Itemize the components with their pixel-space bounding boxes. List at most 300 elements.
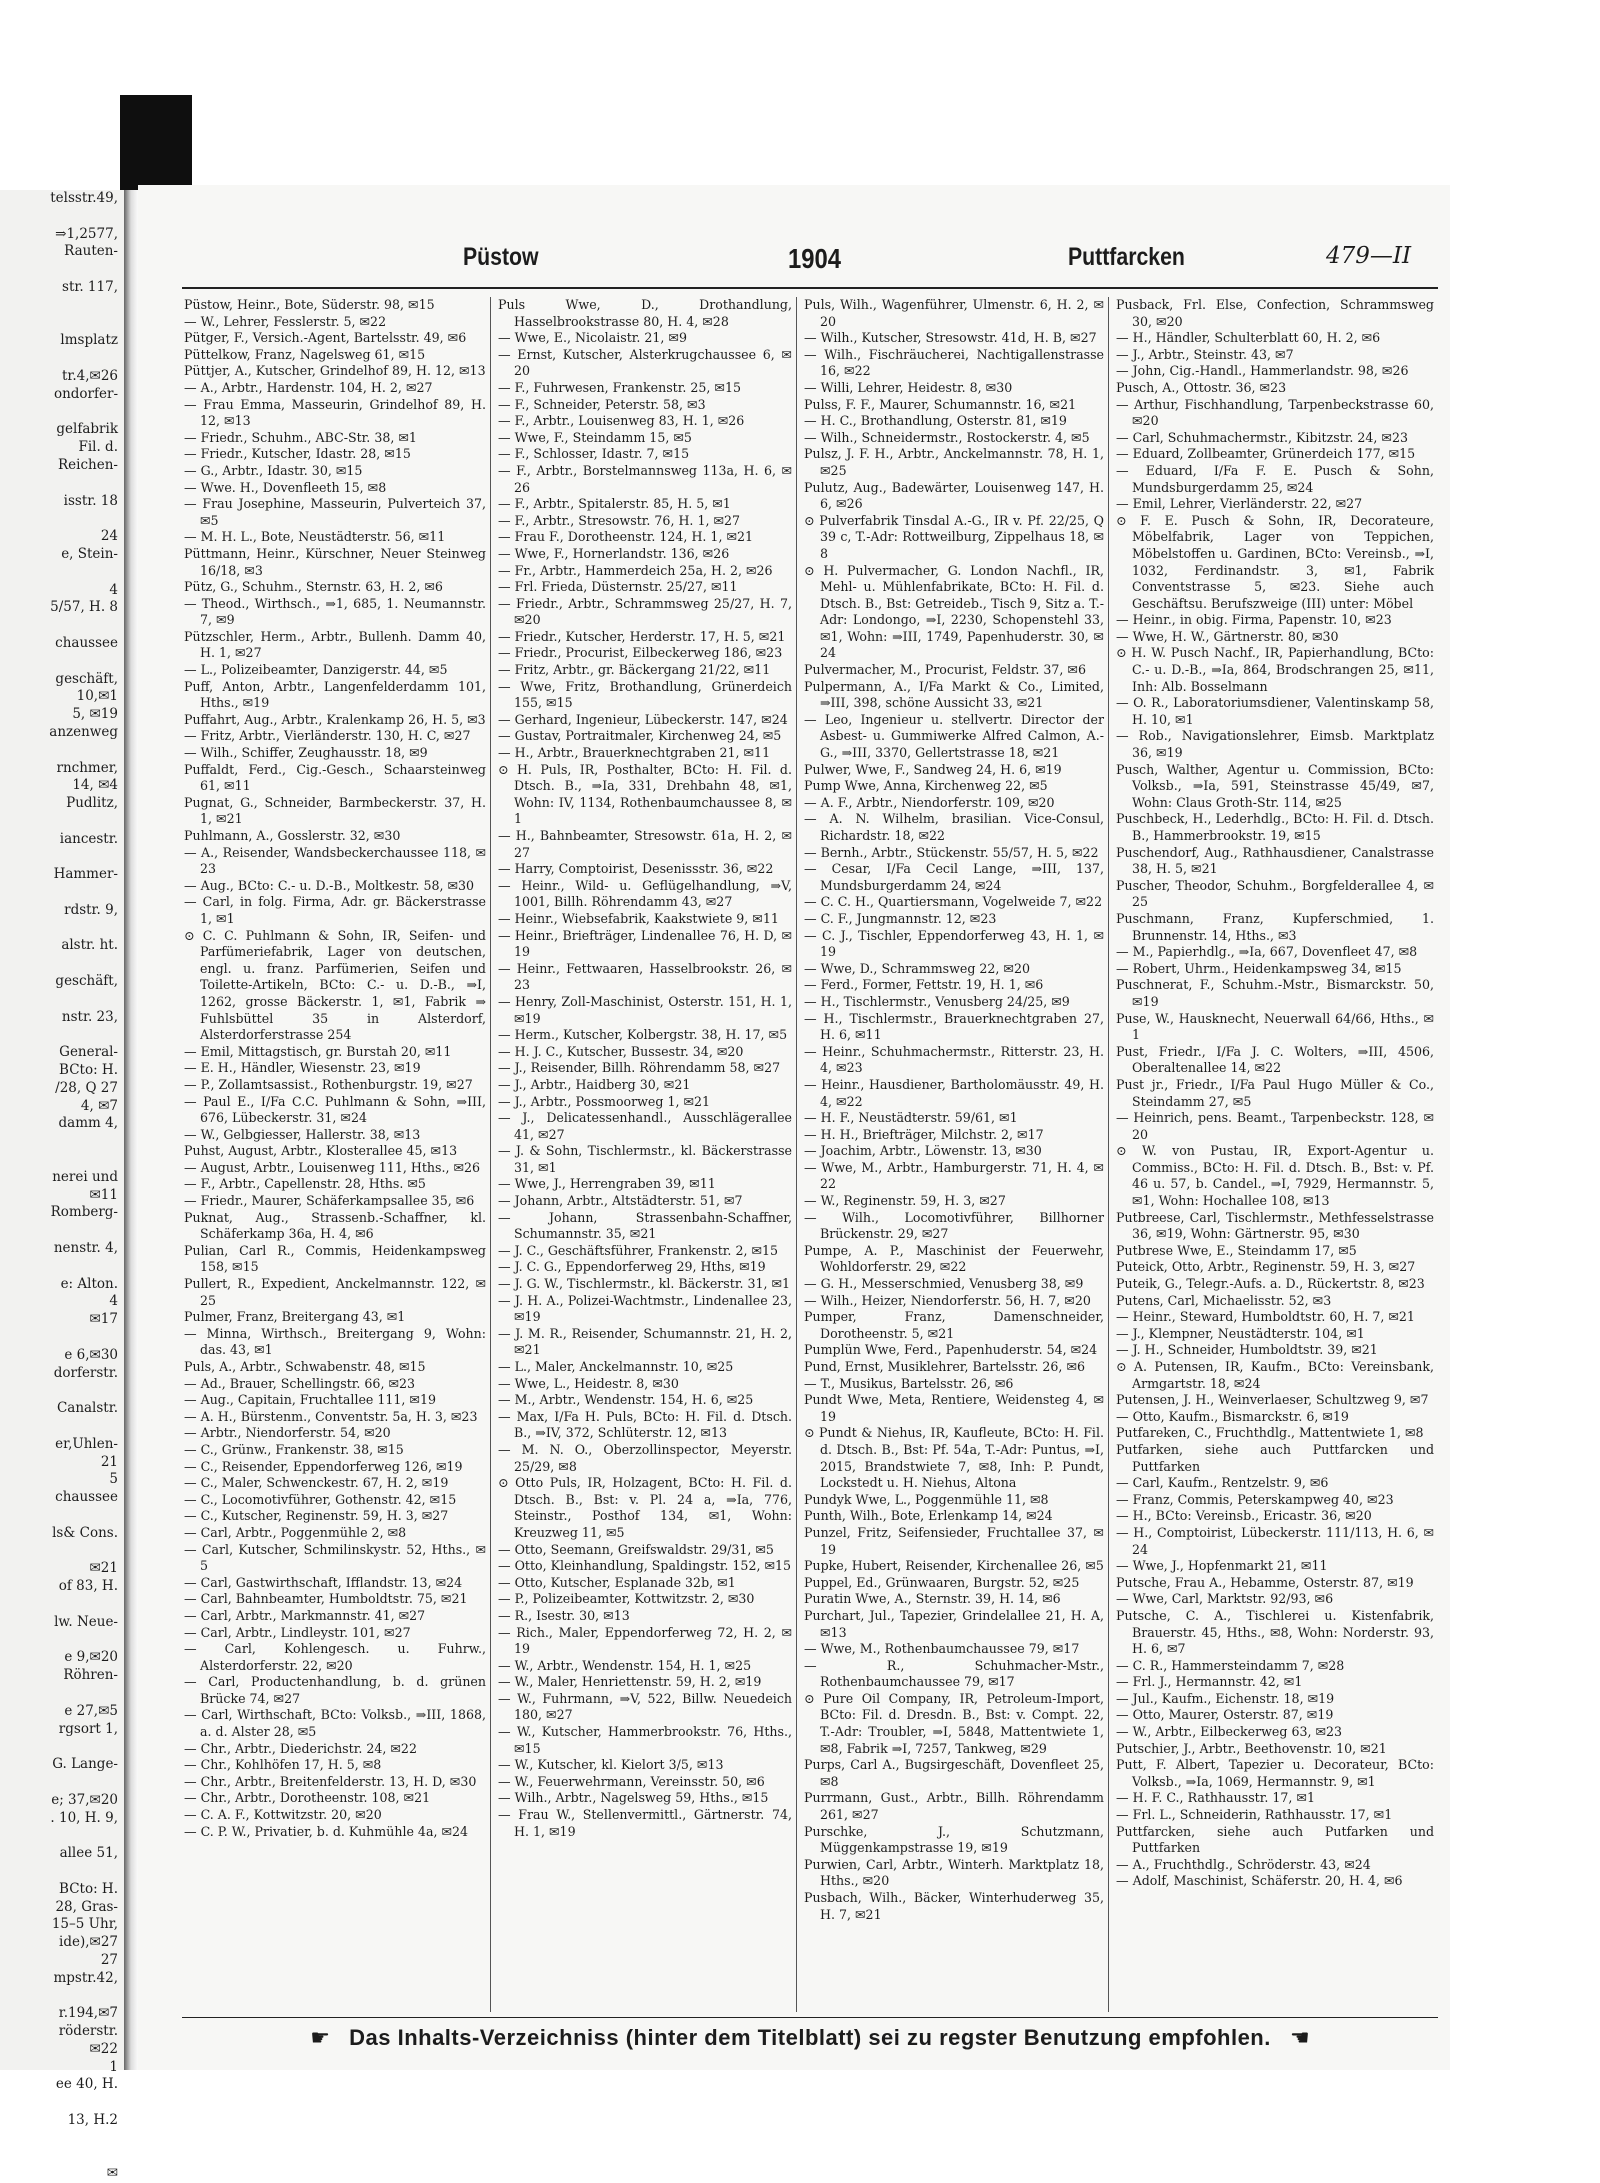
directory-entry: — F., Arbtr., Spitalerstr. 85, H. 5, ✉1 (498, 496, 731, 512)
directory-entry: Purschke, J., Schutzmann, Müggenkampstrasse 19, ✉19 (804, 1823, 1104, 1856)
left-page-line (0, 564, 124, 582)
directory-entry: — Friedr., Kutscher, Herderstr. 17, H. 5, ✉21 (498, 628, 786, 644)
directory-entry: — F., Schlosser, Idastr. 7, ✉15 (498, 446, 690, 462)
left-page-line: lw. Neue- (54, 1613, 118, 1630)
left-page-line: e: Alton. (60, 1275, 118, 1292)
directory-entry: Püttmann, Heinr., Kürschner, Neuer Steinweg 16/18, ✉3 (184, 545, 486, 578)
directory-entry: Putfarken, siehe auch Puttfarcken und Puttfarken (1116, 1441, 1434, 1474)
directory-entry: — Fritz, Arbtr., Vierländerstr. 130, H. C, ✉27 (184, 728, 471, 744)
left-page-line: iancestr. (59, 830, 118, 847)
directory-entry: — F., Fuhrwesen, Frankenstr. 25, ✉15 (498, 379, 741, 395)
directory-entry: — Ad., Brauer, Schellingstr. 66, ✉23 (184, 1375, 416, 1391)
directory-entry: — Chr., Arbtr., Diederichstr. 24, ✉22 (184, 1740, 417, 1756)
directory-entry: — Carl, Schuhmachermstr., Kibitzstr. 24, ✉23 (1116, 429, 1409, 445)
directory-entry: — Bernh., Arbtr., Stückenstr. 55/57, H. 5, ✉22 (804, 844, 1099, 860)
directory-entry: Pusbach, Wilh., Bäcker, Winterhuderweg 35, H. 7, ✉21 (804, 1890, 1104, 1922)
directory-entry: Purrmann, Gust., Arbtr., Billh. Röhrendamm 261, ✉27 (804, 1790, 1104, 1823)
directory-entry: — Otto, Kutscher, Esplanade 32b, ✉1 (498, 1574, 736, 1590)
directory-entry: — F., Arbtr., Stresowstr. 76, H. 1, ✉27 (498, 512, 741, 528)
directory-entry: Puschendorf, Aug., Rathhausdiener, Canalstrasse 38, H. 5, ✉21 (1116, 844, 1434, 877)
directory-entry: — Gustav, Portraitmaler, Kirchenweg 24, ✉5 (498, 728, 782, 744)
directory-entry: Pulwer, Wwe, F., Sandweg 24, H. 6, ✉19 (804, 761, 1062, 777)
left-page-line: telsstr.49, (50, 190, 118, 206)
directory-entry: — John, Cig.-Handl., Hammerlandstr. 98, ✉26 (1116, 363, 1409, 379)
left-page-line: ondorfer- (53, 385, 118, 402)
left-page-line (0, 2130, 124, 2148)
directory-entry: — J., Arbtr., Haidberg 30, ✉21 (498, 1076, 691, 1092)
directory-entry: — Wilh., Arbtr., Nagelsweg 59, Hths., ✉15 (498, 1790, 769, 1806)
head-last-entry: Puttfarcken (1068, 243, 1185, 271)
directory-entry: Püttelkow, Franz, Nagelsweg 61, ✉15 (184, 346, 426, 362)
directory-entry: Puttfarcken, siehe auch Putfarken und Puttfarken (1116, 1823, 1434, 1856)
left-page-line: General- (59, 1044, 118, 1061)
directory-entry: ⊙ Pulverfabrik Tinsdal A.-G., IR v. Pf. 22/25, Q 39 c, T.-Adr: Rottweilburg, Zippelhaus 18, ✉8 (804, 512, 1104, 561)
left-page-line (0, 920, 124, 938)
left-page-line: 15–5 Uhr, (51, 1916, 118, 1933)
directory-entry: Pumplün Wwe, Ferd., Papenhuderstr. 54, ✉24 (804, 1342, 1098, 1358)
left-page-line: geschäft, (55, 973, 118, 990)
left-page-line: nerei und (52, 1168, 118, 1185)
directory-entry: Putt, F. Albert, Tapezier u. Decorateur, BCto: Volksb., ⇒Ia, 1069, Hermannstr. 9, ✉1 (1116, 1757, 1434, 1789)
left-page-line: G. Lange- (52, 1756, 118, 1773)
left-page-line: röderstr. (58, 2023, 118, 2040)
left-page-line: chaussee (55, 634, 118, 651)
left-page-line (0, 742, 124, 760)
left-page-line: of 83, H. (58, 1578, 118, 1595)
left-page-line: 14, ✉4 (72, 777, 118, 794)
left-page-line: ✉11 (89, 1186, 118, 1203)
directory-entry: Pusch, A., Ottostr. 36, ✉23 (1116, 379, 1287, 395)
directory-entry: — W., Fuhrmann, ⇒V, 522, Billw. Neuedeich 180, ✉27 (498, 1690, 792, 1723)
left-page-line (0, 1987, 124, 2005)
directory-entry: Pulsz, J. F. H., Arbtr., Anckelmannstr. 78, H. 1, ✉25 (804, 446, 1104, 478)
directory-entry: — Chr., Kohlhöfen 17, H. 5, ✉8 (184, 1757, 382, 1773)
left-page-line: 5 (109, 1471, 118, 1488)
directory-entry: — Wwe. H., Dovenfleeth 15, ✉8 (184, 479, 387, 495)
directory-entry: — Wwe, J., Hopfenmarkt 21, ✉11 (1116, 1558, 1328, 1574)
left-page-line: damm 4, (58, 1115, 118, 1132)
directory-entry: Putsche, Frau A., Hebamme, Osterstr. 87, ✉19 (1116, 1574, 1414, 1590)
directory-entry: — Heinr., Schuhmachermstr., Ritterstr. 23, H. 4, ✉23 (804, 1043, 1104, 1076)
directory-entry: — Adolf, Maschinist, Schäferstr. 20, H. 4, ✉6 (1116, 1873, 1403, 1889)
directory-entry: — August, Arbtr., Louisenweg 111, Hths., ✉26 (184, 1159, 481, 1175)
directory-entry: — Carl, Arbtr., Poggenmühle 2, ✉8 (184, 1524, 407, 1540)
directory-entry: — P., Polizeibeamter, Kottwitzstr. 2, ✉30 (498, 1591, 755, 1607)
directory-entry: — H. H., Briefträger, Milchstr. 2, ✉17 (804, 1126, 1044, 1142)
left-page-line (0, 1151, 124, 1169)
directory-entry: — W., Kutscher, kl. Kielort 3/5, ✉13 (498, 1757, 724, 1773)
directory-entry: — H., Tischlermstr., Venusberg 24/25, ✉9 (804, 993, 1070, 1009)
directory-entry: — Wwe, M., Arbtr., Hamburgerstr. 71, H. 4, ✉22 (804, 1159, 1104, 1192)
directory-entry: Pupke, Hubert, Reisender, Kirchenallee 26, ✉5 (804, 1558, 1104, 1574)
left-page-line (0, 848, 124, 866)
left-page-line: gelfabrik (56, 421, 118, 438)
directory-entry: — Aug., BCto: C.- u. D.-B., Moltkestr. 58, ✉30 (184, 877, 475, 893)
directory-entry: Putsche, C. A., Tischlerei u. Kistenfabrik, Brauerstr. 45, Hths., ✉8, Wohn: Norderstr. 93, H. 6, ✉7 (1116, 1607, 1434, 1657)
left-page-line (0, 350, 124, 368)
directory-entry: — C. P. W., Privatier, b. d. Kuhmühle 4a, ✉24 (184, 1823, 469, 1839)
left-page-line: 24 (100, 528, 118, 545)
page-fold (124, 190, 138, 2070)
directory-entry: — W., Gelbgiesser, Hallerstr. 38, ✉13 (184, 1126, 421, 1142)
left-page-line: ✉ (106, 2165, 118, 2182)
directory-entry: — C., Maler, Schwenckestr. 67, H. 2, ✉19 (184, 1475, 449, 1491)
directory-entry: Puls, Wilh., Wagenführer, Ulmenstr. 6, H. 2, ✉20 (804, 297, 1104, 329)
directory-entry: Pulian, Carl R., Commis, Heidenkampsweg 158, ✉15 (184, 1242, 486, 1275)
left-page-line: rgsort 1, (58, 1720, 118, 1737)
directory-entry: Pumpe, A. P., Maschinist der Feuerwehr, Wohldorferstr. 29, ✉22 (804, 1242, 1104, 1275)
directory-entry: — Frl. L., Schneiderin, Rathhausstr. 17, ✉1 (1116, 1807, 1393, 1823)
column-2 (496, 297, 797, 2012)
directory-entry: — J. H., Schneider, Humboldtstr. 39, ✉21 (1116, 1342, 1378, 1358)
directory-entry: — H., Händler, Schulterblatt 60, H. 2, ✉6 (1116, 330, 1381, 346)
directory-entry: ⊙ A. Putensen, IR, Kaufm., BCto: Vereinsbank, Armgartstr. 18, ✉24 (1116, 1359, 1434, 1391)
left-page-line: e 9,✉20 (64, 1649, 118, 1666)
directory-entry: Puknat, Aug., Strassenb.-Schaffner, kl. Schäferkamp 36a, H. 4, ✉6 (184, 1209, 486, 1242)
directory-entry: — H., BCto: Vereinsb., Ericastr. 36, ✉20 (1116, 1508, 1372, 1524)
directory-entry: — Rich., Maler, Eppendorferweg 72, H. 2, ✉19 (498, 1624, 792, 1657)
directory-entry: — A., Fruchthdlg., Schröderstr. 43, ✉24 (1116, 1856, 1371, 1872)
left-page-line (0, 1596, 124, 1614)
directory-entry: — J. M. R., Reisender, Schumannstr. 21, H. 2, ✉21 (498, 1325, 792, 1358)
directory-entry: Pützschler, Herm., Arbtr., Bullenh. Damm 40, H. 1, ✉27 (184, 628, 486, 661)
left-page-line: 5/57, H. 8 (50, 599, 118, 616)
directory-entry: — L., Polizeibeamter, Danzigerstr. 44, ✉5 (184, 662, 448, 678)
directory-entry: — H. J. C., Kutscher, Bussestr. 34, ✉20 (498, 1043, 744, 1059)
left-page-line (0, 1026, 124, 1044)
directory-entry: — C. J., Tischler, Eppendorferweg 43, H. 1, ✉19 (804, 927, 1104, 960)
directory-entry: — Paul E., I/Fa C.C. Puhlmann & Sohn, ⇒III, 676, Lübeckerstr. 31, ✉24 (184, 1093, 486, 1126)
directory-entry: Puschmann, Franz, Kupferschmied, 1. Brunnenstr. 14, Hths., ✉3 (1116, 910, 1434, 943)
directory-page (138, 185, 1450, 2070)
directory-entry: — C. C. H., Quartiersmann, Vogelweide 7, ✉22 (804, 894, 1103, 910)
left-page-line (0, 1774, 124, 1792)
directory-entry: — W., Feuerwehrmann, Vereinsstr. 50, ✉6 (498, 1773, 765, 1789)
directory-entry: Pugnat, G., Schneider, Barmbeckerstr. 37, H. 1, ✉21 (184, 794, 486, 827)
directory-entry: Pusback, Frl. Else, Confection, Schrammsweg 30, ✉20 (1116, 297, 1434, 329)
left-page-line: geschäft, (55, 670, 118, 687)
directory-entry: ⊙ Pundt & Niehus, IR, Kaufleute, BCto: H. Fil. d. Dtsch. B., Bst: Pf. 54a, T.-Adr: Puntus, ⇒I, 2015, Brandstwiete 7, ✉8, Inh: P. Pundt, Lockstedt u. H. Niehus, Altona (804, 1425, 1104, 1491)
directory-entry: — Arthur, Fischhandlung, Tarpenbeckstrasse 60, ✉20 (1116, 396, 1434, 429)
directory-entry: — Wwe, D., Schrammsweg 22, ✉20 (804, 960, 1031, 976)
directory-entry: — Heinr., Steward, Humboldtstr. 60, H. 7, ✉21 (1116, 1309, 1415, 1325)
directory-entry: — Johann, Strassenbahn-Schaffner, Schumannstr. 35, ✉21 (498, 1209, 792, 1242)
directory-entry: — A., Reisender, Wandsbeckerchaussee 118, ✉23 (184, 844, 486, 877)
directory-entry: — W., Arbtr., Eilbeckerweg 63, ✉23 (1116, 1724, 1343, 1740)
directory-entry: — W., Kutscher, Hammerbrookstr. 76, Hths., ✉15 (498, 1724, 792, 1756)
directory-entry: — Gerhard, Ingenieur, Lübeckerstr. 147, ✉24 (498, 711, 788, 727)
directory-entry: — Fr., Arbtr., Hammerdeich 25a, H. 2, ✉26 (498, 562, 773, 578)
left-page-line: . 10, H. 9, (50, 1809, 118, 1826)
directory-entry: — H., Tischlermstr., Brauerknechtgraben 27, H. 6, ✉11 (804, 1010, 1104, 1043)
directory-entry: — M., Arbtr., Wendenstr. 154, H. 6, ✉25 (498, 1392, 754, 1408)
left-page-line (0, 1222, 124, 1240)
directory-entry: — Carl, Kohlengesch. u. Fuhrw., Alsterdorferstr. 22, ✉20 (184, 1641, 486, 1673)
directory-entry: — G. H., Messerschmied, Venusberg 38, ✉9 (804, 1276, 1084, 1292)
left-page-line (0, 884, 124, 902)
directory-entry: Putensen, J. H., Weinverlaeser, Schultzweg 9, ✉7 (1116, 1392, 1429, 1408)
left-page-line: 5, ✉19 (72, 706, 118, 723)
directory-entry: Puse, W., Hausknecht, Neuerwall 64/66, Hths., ✉1 (1116, 1010, 1434, 1043)
left-page-line: 4 (109, 581, 118, 598)
left-page-line (0, 297, 124, 315)
directory-entry: — Otto, Kleinhandlung, Spaldingstr. 152, ✉15 (498, 1558, 792, 1574)
head-year: 1904 (788, 243, 841, 274)
directory-entry: ⊙ H. W. Pusch Nachf., IR, Papierhandlung, BCto: C.- u. D.-B., ⇒Ia, 864, Brodschrangen 25, ✉11, Inh: Alb. Bosselmann (1116, 645, 1434, 694)
directory-entry: — Rob., Navigationslehrer, Eimsb. Marktplatz 36, ✉19 (1116, 728, 1434, 761)
left-page-line (0, 475, 124, 493)
directory-entry: — J., Reisender, Billh. Röhrendamm 58, ✉27 (498, 1060, 781, 1076)
directory-entry: — T., Musikus, Bartelsstr. 26, ✉6 (804, 1375, 1014, 1391)
directory-entry: — Henry, Zoll-Maschinist, Osterstr. 151, H. 1, ✉19 (498, 993, 792, 1026)
left-page-line: e, Stein- (61, 545, 118, 562)
directory-entry: — Wwe, L., Heidestr. 8, ✉30 (498, 1375, 679, 1391)
directory-entry: — F., Arbtr., Borstelmannsweg 113a, H. 6, ✉26 (498, 462, 792, 495)
directory-entry: — H. F. C., Rathhausstr. 17, ✉1 (1116, 1790, 1315, 1806)
directory-entry: — Fritz, Arbtr., gr. Bäckergang 21/22, ✉11 (498, 662, 771, 678)
directory-entry: — E. H., Händler, Wiesenstr. 23, ✉19 (184, 1060, 421, 1076)
directory-entry: — Aug., Capitain, Fruchtallee 111, ✉19 (184, 1392, 437, 1408)
directory-entry: — C. R., Hammersteindamm 7, ✉28 (1116, 1657, 1345, 1673)
left-page-line: Romberg- (50, 1204, 118, 1221)
left-page-line (0, 813, 124, 831)
directory-entry: — Wilh., Schneidermstr., Rostockerstr. 4, ✉5 (804, 429, 1090, 445)
left-page-line (0, 1827, 124, 1845)
directory-entry: Pulss, F. F., Maurer, Schumannstr. 16, ✉21 (804, 396, 1077, 412)
directory-entry: — Ferd., Former, Fettstr. 19, H. 1, ✉6 (804, 977, 1044, 993)
directory-entry: Puschnerat, F., Schuhm.-Mstr., Bismarckstr. 50, ✉19 (1116, 977, 1434, 1009)
directory-entry: Putens, Carl, Michaelisstr. 52, ✉3 (1116, 1292, 1332, 1308)
directory-entry: — Herm., Kutscher, Kolbergstr. 38, H. 17, ✉5 (498, 1027, 788, 1043)
directory-entry: — Arbtr., Niendorferstr. 54, ✉20 (184, 1425, 391, 1441)
directory-entry: Puff, Anton, Arbtr., Langenfelderdamm 101, Hths., ✉19 (184, 678, 486, 711)
directory-entry: — M., Papierhdlg., ⇒Ia, 667, Dovenfleet 47, ✉8 (1116, 944, 1418, 960)
directory-entry: — Wwe, M., Rothenbaumchaussee 79, ✉17 (804, 1641, 1080, 1657)
directory-entry: — Frl. J., Hermannstr. 42, ✉1 (1116, 1674, 1303, 1690)
directory-entry: — Emil, Mittagstisch, gr. Burstah 20, ✉11 (184, 1043, 452, 1059)
directory-entry: Pulpermann, A., I/Fa Markt & Co., Limited, ⇒III, 398, schöne Aussicht 33, ✉21 (804, 678, 1104, 711)
left-page-line: Canalstr. (56, 1400, 118, 1417)
directory-entry: — Wwe, F., Hornerlandstr. 136, ✉26 (498, 545, 730, 561)
left-facing-page (0, 190, 127, 2182)
directory-entry: — Robert, Uhrm., Heidenkampsweg 34, ✉15 (1116, 960, 1402, 976)
directory-entry: — Heinr., Hausdiener, Bartholomäusstr. 49, H. 4, ✉22 (804, 1076, 1104, 1109)
directory-entry: Pust, Friedr., I/Fa J. C. Wolters, ⇒III, 4506, Oberaltenallee 14, ✉22 (1116, 1043, 1434, 1076)
left-page-line: 4, ✉7 (80, 1097, 118, 1114)
left-page-line (0, 208, 124, 226)
book-gutter-shadow (120, 95, 192, 195)
left-page-line: er,Uhlen- (55, 1435, 118, 1452)
directory-entry: — J. H. A., Polizei-Wachtmstr., Lindenallee 23, ✉19 (498, 1292, 792, 1325)
directory-entry: Pump Wwe, Anna, Kirchenweg 22, ✉5 (804, 778, 1048, 794)
directory-entry: — A. H., Bürstenm., Conventstr. 5a, H. 3, ✉23 (184, 1408, 478, 1424)
directory-entry: — H., Comptoirist, Lübeckerstr. 111/113, H. 6, ✉24 (1116, 1524, 1434, 1557)
left-page-line: nstr. 23, (61, 1008, 118, 1025)
directory-entry: — H., Bahnbeamter, Stresowstr. 61a, H. 2, ✉27 (498, 828, 792, 860)
directory-entry: — C. A. F., Kottwitzstr. 20, ✉20 (184, 1807, 382, 1823)
directory-entry: — Friedr., Maurer, Schäferkampsallee 35, ✉6 (184, 1193, 475, 1209)
left-page-line (0, 1382, 124, 1400)
directory-entry: — F., Schneider, Peterstr. 58, ✉3 (498, 396, 706, 412)
left-page-line: 21 (100, 1453, 118, 1470)
head-first-entry: Püstow (463, 243, 539, 271)
directory-entry: — Wwe, H. W., Gärtnerstr. 80, ✉30 (1116, 628, 1339, 644)
left-page-line: anzenweg (49, 723, 118, 740)
left-page-line (0, 1258, 124, 1276)
left-page-line (0, 1543, 124, 1561)
directory-entry: — Frau Josephine, Masseurin, Pulverteich 37, ✉5 (184, 496, 486, 528)
column-4 (1114, 297, 1438, 2012)
directory-entry: — Wilh., Kutscher, Stresowstr. 41d, H. B, ✉27 (804, 330, 1097, 346)
directory-entry: Pundyk Wwe, L., Poggenmühle 11, ✉8 (804, 1491, 1049, 1507)
directory-entry: — Carl, Arbtr., Markmannstr. 41, ✉27 (184, 1607, 426, 1623)
left-page-line: ✉21 (89, 1560, 118, 1577)
directory-entry: — Carl, in folg. Firma, Adr. gr. Bäckerstrasse 1, ✉1 (184, 894, 486, 926)
directory-entry: — Ernst, Kutscher, Alsterkrugchaussee 6, ✉20 (498, 346, 792, 379)
directory-entry: — Johann, Arbtr., Altstädterstr. 51, ✉7 (498, 1193, 743, 1209)
directory-entry: — J. & Sohn, Tischlermstr., kl. Bäckerstrasse 31, ✉1 (498, 1143, 792, 1175)
directory-entry: Punzel, Fritz, Seifensieder, Fruchtallee 37, ✉19 (804, 1524, 1104, 1557)
directory-entry: — Wwe, F., Steindamm 15, ✉5 (498, 429, 692, 445)
directory-entry: Putschier, J., Arbtr., Beethovenstr. 10, ✉21 (1116, 1740, 1387, 1756)
left-page-line: e 6,✉30 (64, 1346, 118, 1363)
directory-entry: Puls Wwe, D., Drothandlung, Hasselbrookstrasse 80, H. 4, ✉28 (498, 297, 792, 329)
left-page-line (0, 1738, 124, 1756)
directory-entry: Pust jr., Friedr., I/Fa Paul Hugo Müller & Co., Steindamm 27, ✉5 (1116, 1076, 1434, 1109)
left-page-line: /28, Q 27 (55, 1079, 118, 1096)
directory-entry: Puteik, G., Telegr.-Aufs. a. D., Rückertstr. 8, ✉23 (1116, 1276, 1425, 1292)
left-page-line: 28, Gras- (55, 1898, 118, 1915)
directory-entry: — Heinr., Fettwaaren, Hasselbrookstr. 26, ✉23 (498, 960, 792, 993)
directory-entry: Putbrese Wwe, E., Steindamm 17, ✉5 (1116, 1242, 1357, 1258)
directory-entry: — Eduard, Zollbeamter, Grünerdeich 177, ✉15 (1116, 446, 1416, 462)
directory-entry: Puhlmann, A., Gosslerstr. 32, ✉30 (184, 828, 401, 843)
left-page-line: r.194,✉7 (58, 2005, 118, 2022)
directory-entry: — C., Locomotivführer, Gothenstr. 42, ✉15 (184, 1491, 457, 1507)
left-page-line (0, 510, 124, 528)
directory-entry: — C., Grünw., Frankenstr. 38, ✉15 (184, 1441, 404, 1457)
directory-entry: — W., Arbtr., Wendenstr. 154, H. 1, ✉25 (498, 1657, 752, 1673)
header-rule (182, 287, 1438, 289)
left-page-line: 27 (100, 1951, 118, 1968)
directory-entry: — Friedr., Schuhm., ABC-Str. 38, ✉1 (184, 429, 417, 445)
left-page-line (0, 955, 124, 973)
directory-entry: Puhst, August, Arbtr., Klosterallee 45, ✉13 (184, 1143, 458, 1159)
left-page-line: nenstr. 4, (53, 1240, 118, 1257)
directory-entry: — Otto, Seemann, Greifswaldstr. 29/31, ✉5 (498, 1541, 774, 1557)
directory-entry: — M. H. L., Bote, Neustädterstr. 56, ✉11 (184, 529, 446, 545)
directory-entry: — Eduard, I/Fa F. E. Pusch & Sohn, Mundsburgerdamm 25, ✉24 (1116, 462, 1434, 495)
left-page-line: allee 51, (59, 1845, 118, 1862)
footer-notice (182, 2025, 1438, 2061)
left-page-line (0, 991, 124, 1009)
directory-entry: Puschbeck, H., Lederhdlg., BCto: H. Fil. d. Dtsch. B., Hammerbrookstr. 19, ✉15 (1116, 811, 1434, 843)
left-page-line: chaussee (55, 1489, 118, 1506)
left-page-line (0, 1685, 124, 1703)
directory-entry: ⊙ Pure Oil Company, IR, Petroleum-Import, BCto: Fil. d. Dresdn. B., Bst: v. Compt. 22, T.-Adr: Troubler, ⇒I, 5848, Mattentwiete 1, ✉8, Fabrik ⇒I, 7257, Tankweg, ✉29 (804, 1690, 1104, 1756)
directory-entry: Pullert, R., Expedient, Anckelmannstr. 122, ✉25 (184, 1276, 486, 1308)
directory-entry: — M. N. O., Oberzollinspector, Meyerstr. 25/29, ✉8 (498, 1441, 792, 1474)
directory-entry: — O. R., Laboratoriumsdiener, Valentinskamp 58, H. 10, ✉1 (1116, 695, 1434, 727)
directory-entry: — R., Isestr. 30, ✉13 (498, 1607, 630, 1623)
left-page-line (0, 1632, 124, 1650)
left-page-line: tr.4,✉26 (61, 367, 118, 384)
directory-entry: Pund, Ernst, Musiklehrer, Bartelsstr. 26, ✉6 (804, 1359, 1086, 1374)
directory-entry: ⊙ H. Pulvermacher, G. London Nachfl., IR, Mehl- u. Mühlenfabrikate, BCto: H. Fil. d. Dtsch. B., Bst: Getreideb., Tisch 9, Sitz a. T.-Adr: Londongo, ⇒I, 2230, Schopenstehl 33, ✉1, Wohn: ⇒III, 1749, Papenhuderstr. 30, ✉24 (804, 562, 1104, 661)
left-page-line: ls& Cons. (52, 1524, 118, 1541)
directory-entry: — H. C., Brothandlung, Osterstr. 81, ✉19 (804, 413, 1067, 429)
left-page-line (0, 653, 124, 671)
footer-rule (182, 2017, 1438, 2018)
directory-entry: — Wilh., Fischräucherei, Nachtigallenstrasse 16, ✉22 (804, 346, 1104, 379)
directory-entry: — Heinrich, pens. Beamt., Tarpenbeckstr. 128, ✉20 (1116, 1110, 1434, 1142)
left-page-line: 10,✉1 (76, 688, 118, 705)
directory-entry: Purchart, Jul., Tapezier, Grindelallee 21, H. A, ✉13 (804, 1607, 1104, 1640)
left-page-line (0, 1329, 124, 1347)
pointing-hand-left-icon: ☛ (310, 2025, 331, 2051)
left-page-line: e 27,✉5 (64, 1702, 118, 1719)
directory-entry: — A., Arbtr., Hardenstr. 104, H. 2, ✉27 (184, 379, 433, 395)
directory-entry: — Carl, Wirthschaft, BCto: Volksb., ⇒III, 1868, a. d. Alster 28, ✉5 (184, 1707, 486, 1740)
directory-entry: — C., Reisender, Eppendorferweg 126, ✉19 (184, 1458, 463, 1474)
left-page-line: 13, H.2 (67, 2112, 118, 2129)
directory-entry: — A. F., Arbtr., Niendorferstr. 109, ✉20 (804, 794, 1055, 810)
directory-entry: ⊙ W. von Pustau, IR, Export-Agentur u. Commiss., BCto: H. Fil. d. Dtsch. B., Bst: v. Pf. 46 u. 57, b. Candel., ⇒I, 7929, Hermannstr. 5, ✉1, Wohn: Hochallee 108, ✉13 (1116, 1143, 1434, 1209)
directory-entry: — Frau W., Stellenvermittl., Gärtnerstr. 74, H. 1, ✉19 (498, 1807, 792, 1839)
left-page-line: Rauten- (64, 243, 118, 260)
directory-entry: — R., Schuhmacher-Mstr., Rothenbaumchaussee 79, ✉17 (804, 1657, 1104, 1690)
directory-entry: — Wilh., Locomotivführer, Billhorner Brückenstr. 29, ✉27 (804, 1209, 1104, 1242)
directory-entry: — A. N. Wilhelm, brasilian. Vice-Consul, Richardstr. 18, ✉22 (804, 811, 1104, 843)
directory-entry: — J. G. W., Tischlermstr., kl. Bäckerstr. 31, ✉1 (498, 1276, 791, 1292)
directory-entry: — Wwe, Fritz, Brothandlung, Grünerdeich 155, ✉15 (498, 678, 792, 711)
directory-entry: — C. F., Jungmannstr. 12, ✉23 (804, 910, 997, 926)
directory-entry: — Jul., Kaufm., Eichenstr. 18, ✉19 (1116, 1690, 1335, 1706)
directory-entry: Puls, A., Arbtr., Schwabenstr. 48, ✉15 (184, 1359, 426, 1374)
directory-entry: — H., Arbtr., Brauerknechtgraben 21, ✉11 (498, 745, 771, 761)
left-page-line (0, 2148, 124, 2166)
directory-entry: Pumper, Franz, Damenschneider, Dorotheenstr. 5, ✉21 (804, 1309, 1104, 1341)
left-page-line (0, 1418, 124, 1436)
directory-entry: — Harry, Comptoirist, Desenissstr. 36, ✉22 (498, 861, 774, 877)
left-page-line: 4 (109, 1293, 118, 1310)
left-page-line (0, 261, 124, 279)
directory-entry: Püttjer, A., Kutscher, Grindelhof 89, H. 12, ✉13 (184, 363, 486, 379)
directory-entry: — W., Lehrer, Fesslerstr. 5, ✉22 (184, 313, 387, 329)
left-page-line (0, 2094, 124, 2112)
directory-entry: Puppel, Ed., Grünwaaren, Burgstr. 52, ✉25 (804, 1574, 1080, 1590)
directory-entry: — Carl, Bahnbeamter, Humboldtstr. 75, ✉21 (184, 1591, 468, 1607)
left-page-line: BCto: H. (59, 1880, 118, 1897)
left-page-line: ✉22 (89, 2040, 118, 2057)
directory-entry: — Friedr., Arbtr., Schrammsweg 25/27, H. 7, ✉20 (498, 595, 792, 628)
directory-entry: ⊙ C. C. Puhlmann & Sohn, IR, Seifen- und Parfümeriefabrik, Lager von deutschen, engl. u. franz. Parfümerien, Seifen und Toilette-Artikeln, BCto: C.- u. D.-B., ⇒I, 1262, grosse Bäckerstr. 1, ✉1, Fabrik ⇒ Fuhlsbüttel 35 in Alsterdorf, Alsterdorferstrasse 254 (184, 927, 486, 1043)
directory-entry: — Theod., Wirthsch., ⇒1, 685, 1. Neumannstr. 7, ✉9 (184, 595, 486, 628)
left-page-line: Reichen- (58, 456, 118, 473)
directory-entry: ⊙ H. Puls, IR, Posthalter, BCto: H. Fil. d. Dtsch. B., ⇒Ia, 331, Drehbahn 48, ✉1, Wohn: IV, 1134, Rothenbaumchaussee 8, ✉1 (498, 761, 792, 827)
directory-entry: — F., Arbtr., Capellenstr. 28, Hths. ✉5 (184, 1176, 426, 1192)
directory-entry: — Heinr., Wild- u. Geflügelhandlung, ⇒V, 1001, Billh. Röhrendamm 43, ✉27 (498, 877, 792, 910)
left-page-line (0, 1863, 124, 1881)
directory-entry: Puscher, Theodor, Schuhm., Borgfelderallee 4, ✉25 (1116, 877, 1434, 910)
page-number: 479—II (1326, 243, 1412, 269)
directory-entry: Purps, Carl A., Bugsirgeschäft, Dovenfleet 25, ✉8 (804, 1757, 1104, 1789)
directory-entry: Pütger, F., Versich.-Agent, Bartelsstr. 49, ✉6 (184, 330, 467, 346)
directory-entry: — Franz, Commis, Peterskampweg 40, ✉23 (1116, 1491, 1394, 1507)
directory-entry: Putbreese, Carl, Tischlermstr., Methfesselstrasse 36, ✉19, Wohn: Gärtnerstr. 95, ✉30 (1116, 1209, 1434, 1242)
left-page-line: alstr. ht. (61, 937, 118, 954)
directory-entry: — H. F., Neustädterstr. 59/61, ✉1 (804, 1110, 1018, 1126)
